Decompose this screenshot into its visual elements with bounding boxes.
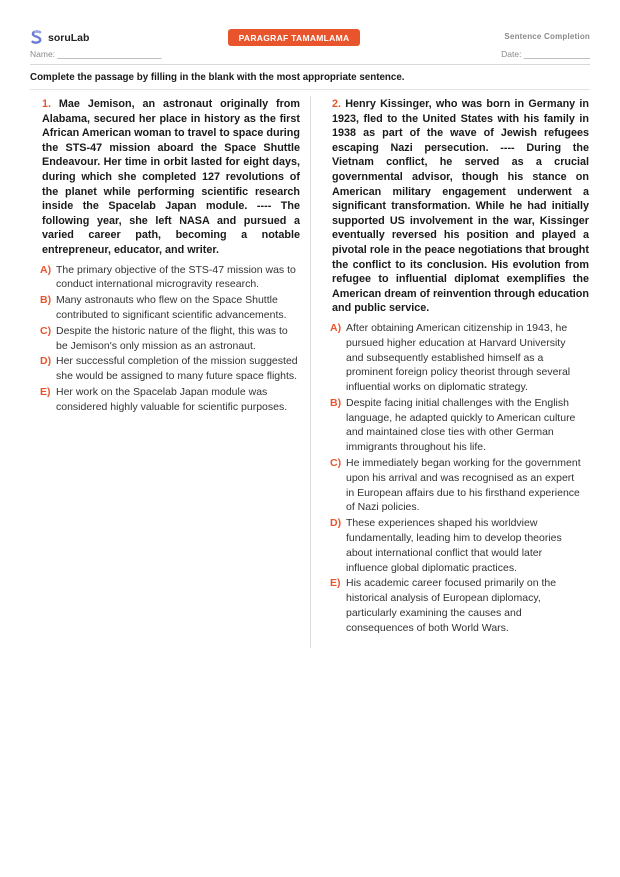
- option-letter: E): [330, 577, 341, 590]
- section-badge: PARAGRAF TAMAMLAMA: [228, 29, 360, 46]
- instruction-divider: [30, 89, 590, 90]
- option-b[interactable]: [330, 396, 589, 455]
- option-text: He immediately began working for the government upon his arrival and was recognised as an expert in European affairs due to his firsthand experience of Nazi policies.: [346, 457, 581, 514]
- name-field[interactable]: Name: ______________________: [30, 49, 162, 59]
- option-text: Her successful completion of the mission suggested she would be assigned to many future space flights.: [56, 355, 298, 383]
- option-d[interactable]: [40, 354, 300, 384]
- passage-text: Henry Kissinger, who was born in Germany in 1923, fled to the United States with his family in 1938 as part of the wave of Jewish refugees escaping Nazi persecution. ---- During the Vietnam conflict, he served as a crucial governmental advisor, though his stance on American military engagement underwent a significant transformation. While he had initially supported US involvement in the war, Kissinger eventually reversed his position and played a pivotal role in the peace negotiations that brought the conflict to its conclusion. His evolution from refugee to influential diplomat exemplifies the American dream of reinvention through education and public service.: [332, 98, 589, 315]
- option-letter: E): [40, 385, 51, 398]
- answer-options: [332, 321, 589, 636]
- instruction-text: Complete the passage by filling in the blank with the most appropriate sentence.: [30, 72, 405, 83]
- option-e[interactable]: [330, 576, 589, 635]
- brand: [30, 30, 89, 45]
- answer-options: [42, 263, 300, 415]
- option-text: Despite the historic nature of the flight, this was to be Jemison's only mission as an astronaut.: [56, 324, 288, 352]
- option-text: The primary objective of the STS-47 mission was to conduct international microgravity research.: [56, 263, 296, 291]
- option-text: These experiences shaped his worldview fundamentally, leading him to develop theories about international conflict that would later influence global diplomatic practices.: [346, 517, 562, 574]
- question-number: 1.: [42, 98, 52, 110]
- question-number: 2.: [332, 98, 342, 110]
- option-text: Despite facing initial challenges with the English language, he adapted quickly to American culture and maintained close ties with other German immigrants throughout his life.: [346, 396, 576, 454]
- option-b[interactable]: [40, 293, 300, 323]
- option-c[interactable]: [330, 456, 589, 515]
- option-d[interactable]: [330, 516, 589, 575]
- option-text: After obtaining American citizenship in 1943, he pursued higher education at Harvard University and subsequently established himself as a prominent foreign policy theorist through several influential works on diplomatic strategy.: [346, 321, 571, 394]
- option-letter: B): [40, 294, 52, 307]
- option-a[interactable]: [330, 321, 589, 395]
- header-divider: [30, 64, 590, 65]
- option-letter: D): [40, 355, 52, 368]
- option-letter: C): [330, 457, 342, 470]
- option-a[interactable]: [40, 263, 300, 293]
- question-passage: [332, 97, 589, 316]
- option-letter: B): [330, 396, 342, 409]
- brand-name: soruLab: [48, 31, 90, 44]
- column-divider: [310, 96, 311, 648]
- question-2: [332, 97, 589, 637]
- option-letter: C): [40, 324, 52, 337]
- sorulab-logo-icon: [30, 30, 43, 45]
- option-letter: A): [330, 321, 342, 334]
- section-title: Sentence Completion: [504, 32, 590, 41]
- option-letter: A): [40, 263, 52, 276]
- option-letter: D): [330, 517, 342, 530]
- option-e[interactable]: [40, 385, 300, 415]
- question-1: [42, 97, 300, 416]
- option-text: Many astronauts who flew on the Space Shuttle contributed to significant scientific advancements.: [56, 294, 287, 321]
- option-c[interactable]: [40, 324, 300, 354]
- option-text: His academic career focused primarily on the historical analysis of European diplomacy, particularly examining the causes and consequences of both World Wars.: [346, 577, 557, 634]
- option-text: Her work on the Spacelab Japan module was considered highly valuable for scientific purposes.: [56, 385, 288, 413]
- page-header: [30, 30, 590, 66]
- question-passage: [42, 97, 300, 258]
- passage-text: Mae Jemison, an astronaut originally from Alabama, secured her place in history as the first African American woman to travel to space during the STS-47 mission aboard the Space Shuttle Endeavour. Her time in orbit lasted for eight days, during which she completed 127 revolutions of the planet while performing scientific research inside the Spacelab Japan module. ---- The following year, she left NASA and pursued a varied career path, becoming a notable entrepreneur, educator, and writer.: [42, 98, 301, 256]
- date-field[interactable]: Date: ______________: [501, 49, 590, 59]
